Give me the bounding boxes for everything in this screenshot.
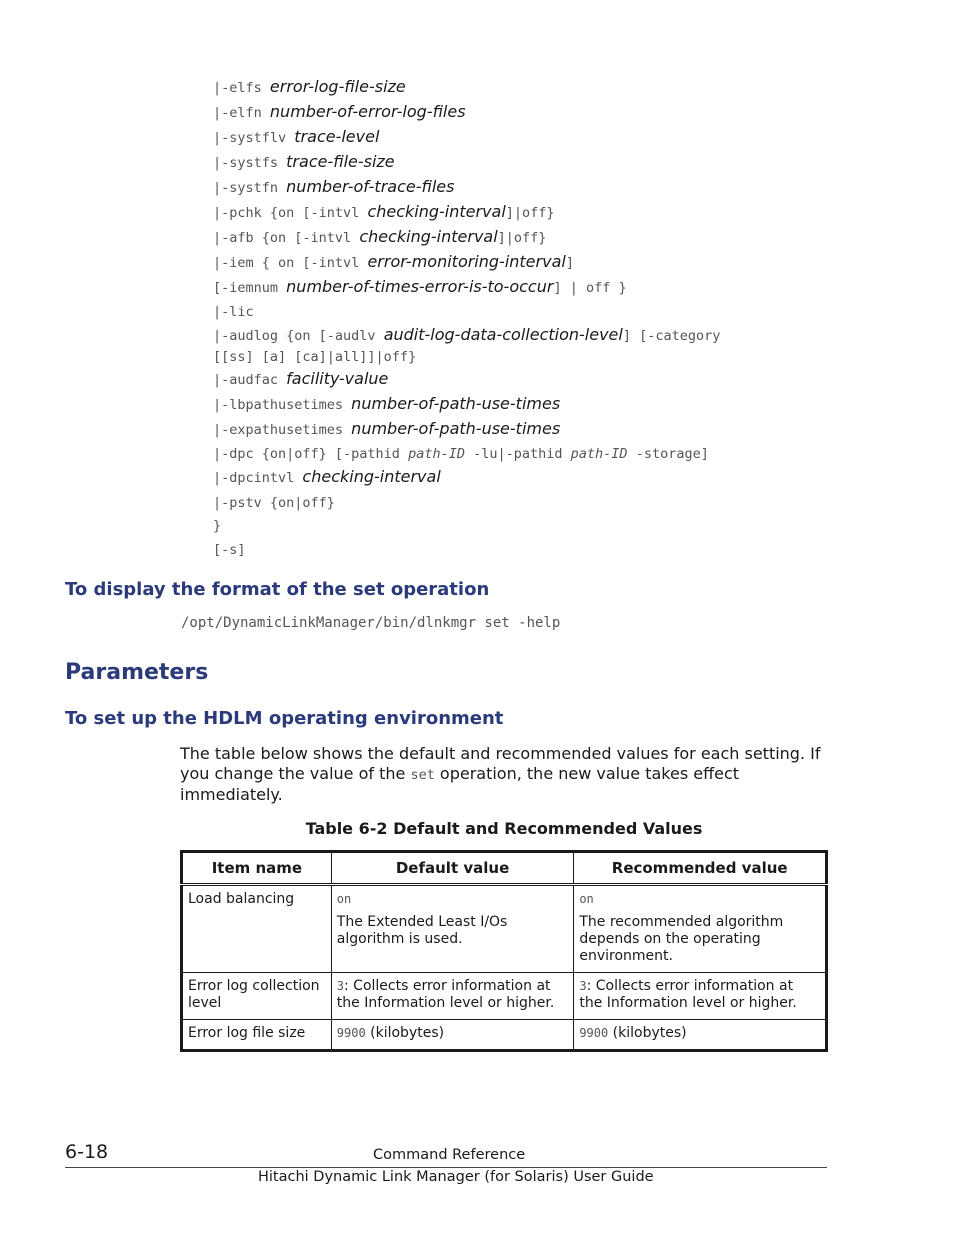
syntax-line (213, 252, 574, 273)
syntax-line (213, 127, 379, 148)
header-recommended-value: Recommended value (574, 852, 827, 885)
syntax-line (213, 177, 454, 198)
syntax-literal: |-systflv (213, 130, 295, 146)
syntax-placeholder: number-of-trace-files (286, 177, 455, 196)
syntax-literal: |-lic (213, 304, 254, 320)
syntax-literal: |-audlog {on [-audlv (213, 328, 384, 344)
syntax-literal: ]|off} (497, 230, 547, 246)
syntax-literal: |-audfac (213, 372, 287, 388)
syntax-line (213, 467, 441, 488)
syntax-placeholder: path-ID (570, 446, 628, 462)
syntax-literal: |-dpc {on|off} [-pathid (213, 446, 409, 462)
syntax-placeholder: number-of-path-use-times (351, 419, 561, 438)
cell-item: Error log collection level (182, 973, 332, 1020)
syntax-placeholder: checking-interval (302, 467, 441, 486)
syntax-literal: ]|off} (505, 205, 555, 221)
syntax-placeholder: error-log-file-size (269, 77, 406, 96)
syntax-literal: [-s] (213, 542, 246, 558)
syntax-line (213, 346, 416, 367)
cell-text: : Collects error information at the Information level or higher. (579, 978, 797, 1011)
cell-recommended (574, 1020, 827, 1051)
table-row (182, 885, 827, 973)
table-header-row (182, 852, 827, 885)
syntax-literal: |-afb {on [-intvl (213, 230, 360, 246)
footer-section: Command Reference (373, 1147, 526, 1163)
syntax-literal: |-elfn (213, 105, 270, 121)
syntax-placeholder: trace-level (294, 127, 380, 146)
syntax-line (213, 443, 709, 464)
intro-text-2: operation, the new value takes effect immediately. (180, 764, 740, 804)
table-caption: Table 6-2 Default and Recommended Values (305, 819, 703, 838)
syntax-literal: } (213, 518, 222, 534)
syntax-literal: ] [-category (622, 328, 721, 344)
syntax-placeholder: number-of-error-log-files (269, 102, 466, 121)
syntax-line (213, 325, 720, 346)
table-row (182, 1020, 827, 1051)
cell-code: on (579, 892, 594, 906)
syntax-placeholder: checking-interval (359, 227, 498, 246)
cell-recommended (574, 973, 827, 1020)
cell-text: : Collects error information at the Information level or higher. (336, 978, 555, 1011)
syntax-literal: |-pstv {on|off} (213, 495, 335, 511)
setup-heading: To set up the HDLM operating environment (65, 708, 504, 729)
syntax-literal: |-expathusetimes (213, 422, 352, 438)
syntax-literal: |-pchk {on [-intvl (213, 205, 368, 221)
syntax-line (213, 515, 221, 536)
intro-paragraph (180, 744, 828, 805)
syntax-literal: -storage] (627, 446, 709, 462)
syntax-literal: ] | off } (553, 280, 627, 296)
footer-guide-title: Hitachi Dynamic Link Manager (for Solaris) User Guide (258, 1169, 654, 1185)
parameters-heading: Parameters (65, 660, 209, 685)
footer-divider (65, 1167, 827, 1168)
cell-default (331, 885, 574, 973)
syntax-line (213, 102, 466, 123)
syntax-literal: |-lbpathusetimes (213, 397, 352, 413)
table-row (182, 973, 827, 1020)
syntax-line (213, 394, 560, 415)
cell-text: (kilobytes) (608, 1025, 687, 1041)
cell-recommended (574, 885, 827, 973)
syntax-placeholder: path-ID (408, 446, 465, 462)
cell-text: The recommended algorithm depends on the operating environment. (579, 914, 784, 964)
syntax-literal: |-dpcintvl (213, 470, 303, 486)
cell-code: 9900 (579, 1026, 609, 1040)
help-command: /opt/DynamicLinkManager/bin/dlnkmgr set -help (181, 615, 561, 631)
syntax-line (213, 152, 395, 173)
syntax-placeholder: number-of-times-error-is-to-occur (286, 277, 554, 296)
values-table (180, 850, 828, 1052)
syntax-line (213, 227, 546, 248)
syntax-placeholder: facility-value (286, 369, 389, 388)
cell-default (331, 973, 574, 1020)
syntax-literal: [-iemnum (213, 280, 287, 296)
syntax-literal: -lu|-pathid (464, 446, 571, 462)
syntax-literal: |-systfs (213, 155, 287, 171)
syntax-line (213, 492, 335, 513)
syntax-literal: |-elfs (213, 80, 270, 96)
cell-code: on (336, 892, 352, 906)
syntax-literal: [[ss] [a] [ca]|all]]|off} (213, 349, 417, 365)
syntax-placeholder: audit-log-data-collection-level (383, 325, 623, 344)
syntax-line (213, 539, 246, 560)
syntax-placeholder: checking-interval (367, 202, 506, 221)
syntax-placeholder: number-of-path-use-times (351, 394, 561, 413)
syntax-literal: |-systfn (213, 180, 287, 196)
syntax-placeholder: trace-file-size (286, 152, 395, 171)
syntax-line (213, 419, 560, 440)
display-format-heading: To display the format of the set operation (65, 579, 490, 600)
cell-text: (kilobytes) (365, 1025, 445, 1041)
cell-default (331, 1020, 574, 1051)
syntax-placeholder: error-monitoring-interval (367, 252, 566, 271)
page-number: 6-18 (65, 1141, 109, 1163)
cell-text: The Extended Least I/Os algorithm is used. (336, 914, 508, 947)
syntax-literal: ] (565, 255, 574, 271)
syntax-line (213, 202, 555, 223)
cell-code: 3 (336, 979, 345, 993)
syntax-line (213, 77, 406, 98)
intro-code: set (410, 767, 435, 783)
cell-code: 3 (579, 979, 587, 993)
syntax-line (213, 369, 388, 390)
header-default-value: Default value (331, 852, 574, 885)
syntax-line (213, 301, 254, 322)
values-table-wrap (180, 850, 828, 1052)
intro-text-1: The table below shows the default and recommended values for each setting. If you change the value of the (180, 744, 821, 783)
cell-item: Load balancing (182, 885, 332, 973)
syntax-literal: |-iem { on [-intvl (213, 255, 368, 271)
cell-item: Error log file size (182, 1020, 332, 1051)
header-item-name: Item name (182, 852, 332, 885)
cell-code: 9900 (336, 1026, 366, 1040)
syntax-line (213, 277, 627, 298)
